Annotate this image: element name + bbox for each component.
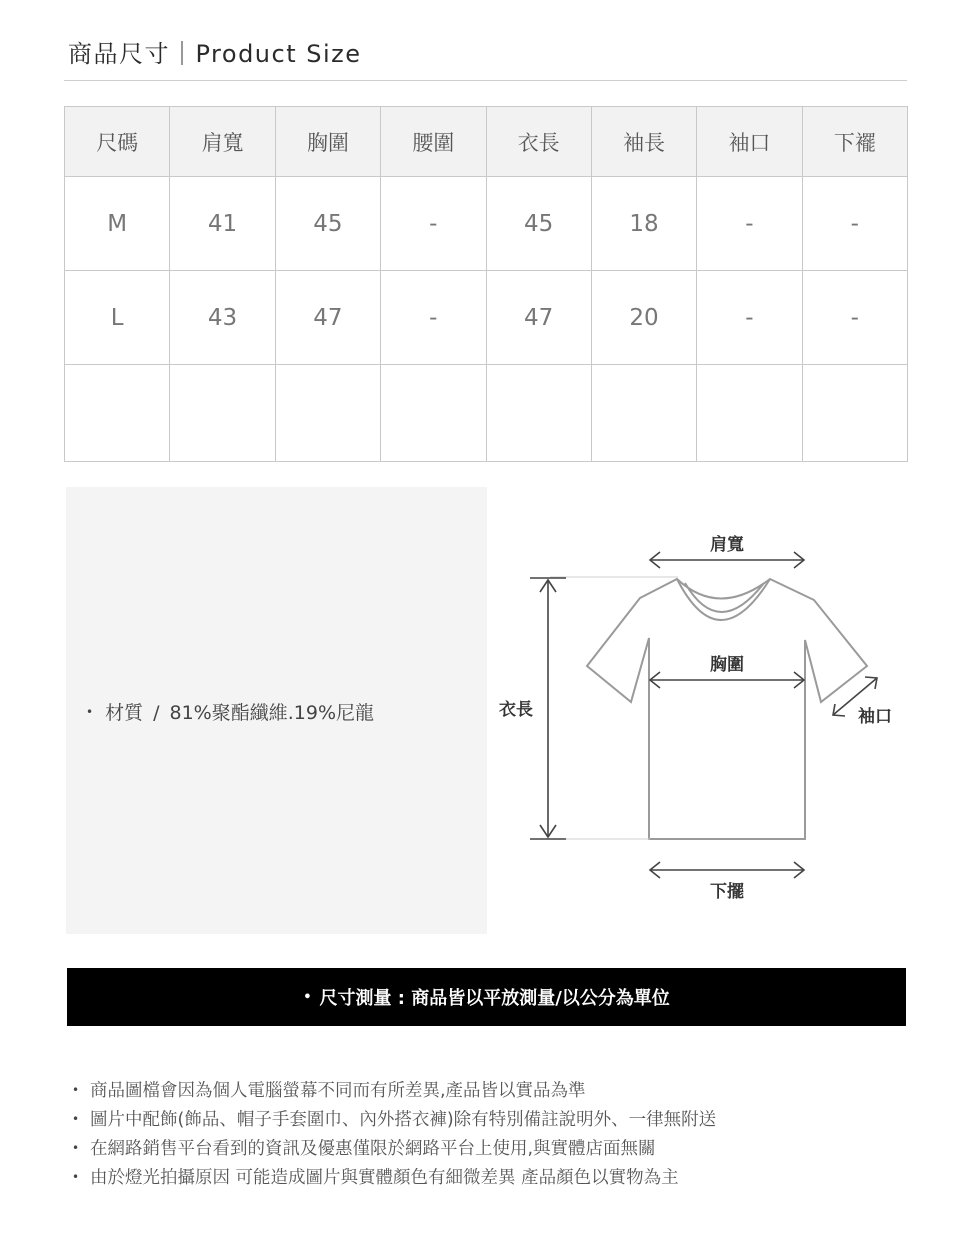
table-cell: M — [65, 177, 170, 271]
table-cell: - — [697, 177, 802, 271]
table-cell — [65, 365, 170, 462]
page-heading: 商品尺寸｜Product Size — [68, 40, 362, 68]
table-cell: 45 — [275, 177, 380, 271]
table-cell — [486, 365, 591, 462]
bullet-icon: • — [72, 1083, 80, 1097]
table-cell — [170, 365, 275, 462]
table-cell: 47 — [275, 271, 380, 365]
measurement-diagram — [490, 520, 910, 910]
table-cell — [697, 365, 802, 462]
heading-divider — [64, 80, 907, 81]
table-cell: - — [802, 177, 907, 271]
table-cell — [275, 365, 380, 462]
table-cell: 43 — [170, 271, 275, 365]
header-length: 衣長 — [486, 107, 591, 177]
tshirt-body — [587, 579, 867, 839]
header-shoulder: 肩寬 — [170, 107, 275, 177]
table-cell: - — [381, 177, 486, 271]
table-cell: L — [65, 271, 170, 365]
diagram-label-length: 衣長 — [499, 700, 533, 720]
note-text: 商品圖檔會因為個人電腦螢幕不同而有所差異,產品皆以實品為準 — [90, 1081, 586, 1101]
bullet-icon: • — [72, 1170, 80, 1184]
header-cuff: 袖口 — [697, 107, 802, 177]
header-waist: 腰圍 — [381, 107, 486, 177]
table-cell: 45 — [486, 177, 591, 271]
table-cell: 20 — [591, 271, 696, 365]
header-sleeve-length: 袖長 — [591, 107, 696, 177]
material-value: 81%聚酯纖維.19%尼龍 — [169, 702, 375, 724]
table-cell: 47 — [486, 271, 591, 365]
table-row — [65, 365, 908, 462]
material-separator: / — [153, 702, 160, 724]
table-row — [65, 271, 908, 365]
diagram-label-hem: 下擺 — [710, 882, 744, 902]
header-size: 尺碼 — [65, 107, 170, 177]
banner-text: 尺寸測量 : 商品皆以平放測量/以公分為單位 — [319, 988, 670, 1009]
table-cell: 41 — [170, 177, 275, 271]
bullet-icon: • — [303, 989, 312, 1005]
guide-lines — [550, 577, 678, 839]
tshirt-outline — [587, 579, 867, 839]
material-label: 材質 — [105, 702, 144, 724]
size-table — [64, 106, 908, 462]
table-cell — [591, 365, 696, 462]
size-table-header-row — [65, 107, 908, 177]
notes-list — [72, 1076, 716, 1192]
table-cell: - — [697, 271, 802, 365]
bullet-icon: • — [72, 1112, 80, 1126]
collar-outer — [677, 579, 770, 620]
note-text: 在網路銷售平台看到的資訊及優惠僅限於網路平台上使用,與實體店面無關 — [90, 1139, 656, 1159]
list-item — [72, 1163, 716, 1192]
list-item — [72, 1105, 716, 1134]
header-hem: 下襬 — [802, 107, 907, 177]
measurement-banner — [67, 968, 906, 1026]
table-row — [65, 177, 908, 271]
diagram-label-shoulder: 肩寬 — [710, 535, 744, 555]
measure-arrows — [530, 552, 877, 878]
diagram-label-cuff: 袖口 — [858, 707, 892, 727]
list-item — [72, 1134, 716, 1163]
bullet-icon: • — [72, 1141, 80, 1155]
note-text: 由於燈光拍攝原因 可能造成圖片與實體顏色有細微差異 產品顏色以實物為主 — [90, 1168, 679, 1188]
tshirt-diagram — [490, 520, 910, 910]
note-text: 圖片中配飾(飾品、帽子手套圍巾、內外搭衣褲)除有特別備註說明外、一律無附送 — [90, 1110, 717, 1130]
list-item — [72, 1076, 716, 1105]
table-cell — [381, 365, 486, 462]
table-cell: 18 — [591, 177, 696, 271]
material-line — [86, 698, 374, 725]
bullet-icon: • — [86, 705, 94, 719]
table-cell: - — [802, 271, 907, 365]
table-cell — [802, 365, 907, 462]
header-chest: 胸圍 — [275, 107, 380, 177]
table-cell: - — [381, 271, 486, 365]
material-panel — [66, 487, 487, 934]
diagram-label-chest: 胸圍 — [710, 655, 744, 675]
